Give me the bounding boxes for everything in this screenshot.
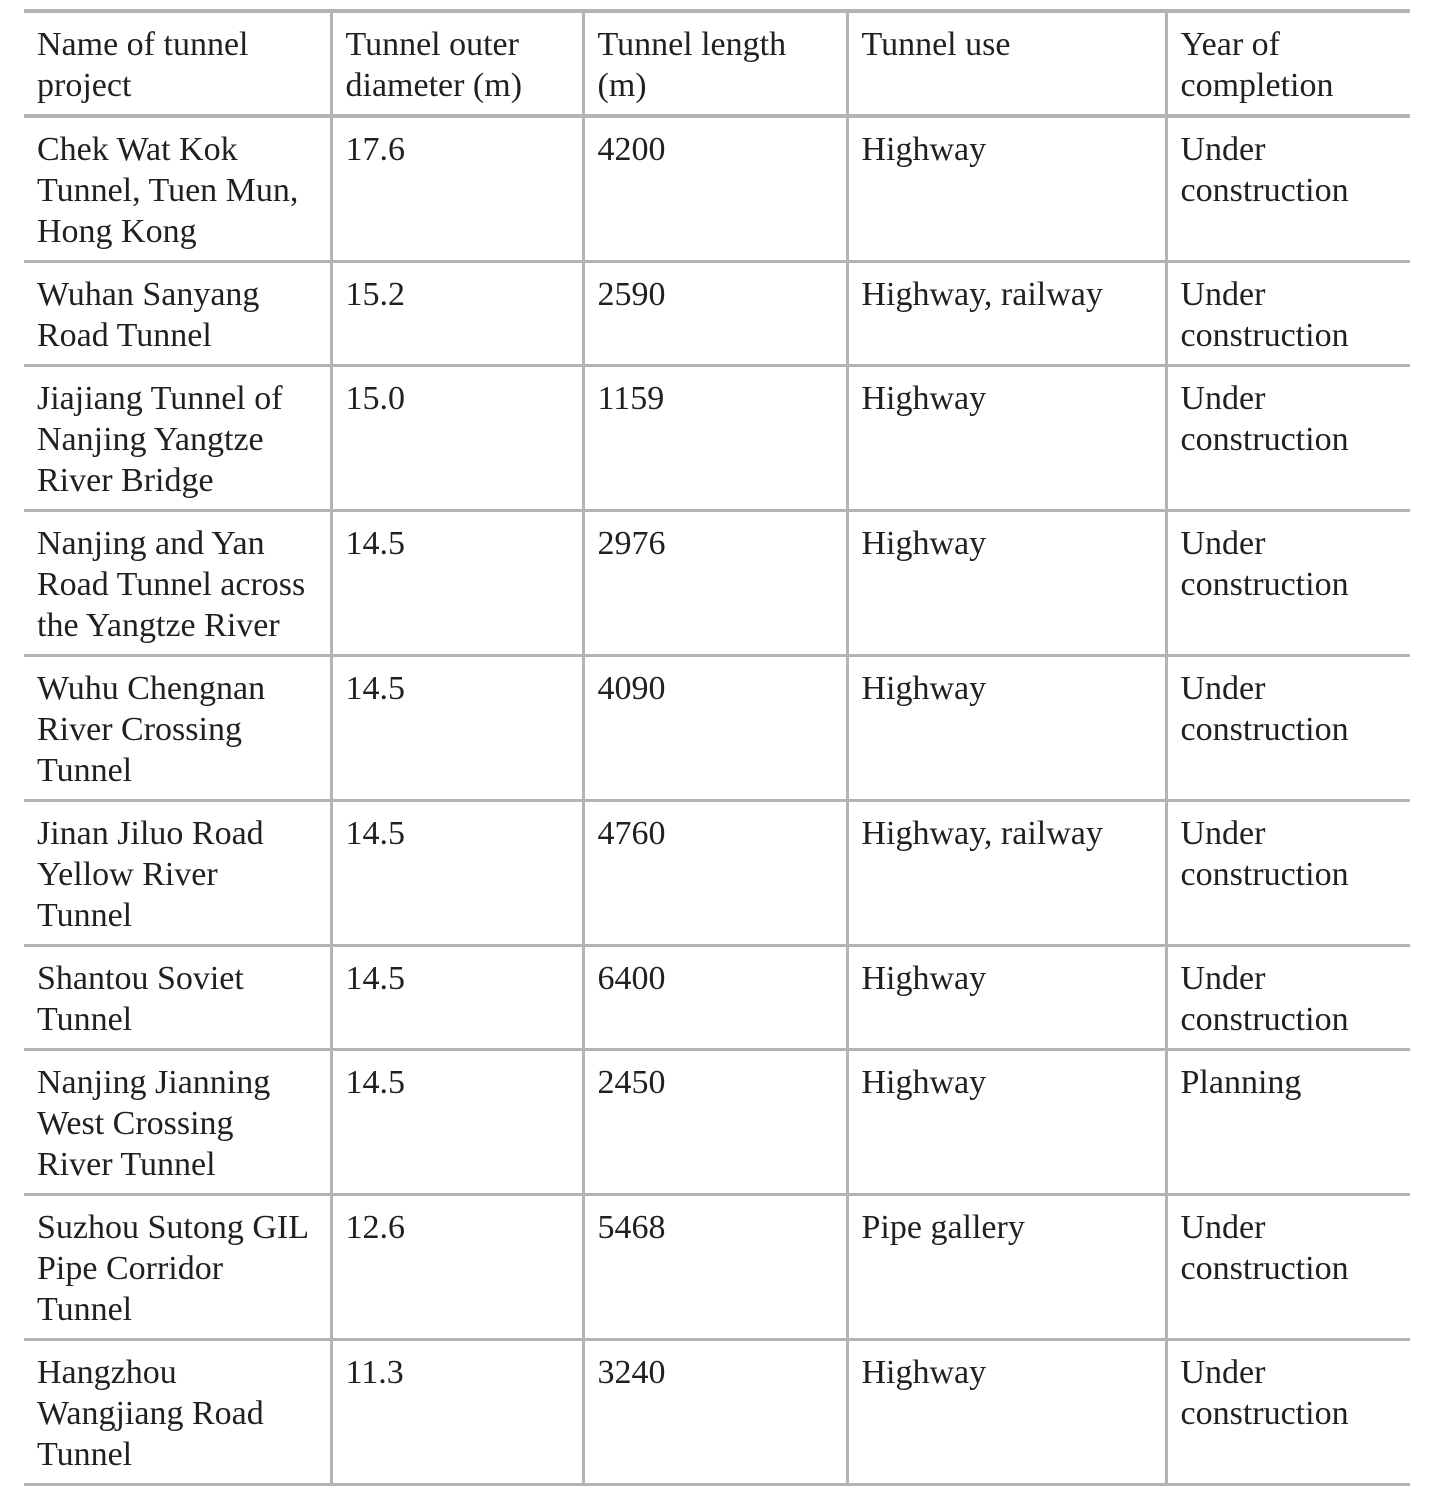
cell-year-of-completion: Under construction	[1166, 1195, 1410, 1340]
cell-tunnel-name: Hangzhou Wangjiang Road Tunnel	[24, 1340, 331, 1485]
cell-tunnel-length: 1159	[583, 366, 847, 511]
cell-tunnel-use: Highway, railway	[847, 801, 1166, 946]
cell-outer-diameter: 12.6	[331, 1195, 583, 1340]
cell-year-of-completion: Under construction	[1166, 366, 1410, 511]
cell-outer-diameter: 14.5	[331, 1050, 583, 1195]
cell-tunnel-name: Wuhu Chengnan River Crossing Tunnel	[24, 656, 331, 801]
table-row	[24, 656, 1410, 801]
cell-tunnel-length: 3240	[583, 1340, 847, 1485]
header-year-of-completion: Year of completion	[1166, 11, 1410, 116]
cell-year-of-completion: Under construction	[1166, 116, 1410, 262]
table-row	[24, 116, 1410, 262]
table-header	[24, 11, 1410, 116]
cell-tunnel-name: Chek Wat Kok Tunnel, Tuen Mun, Hong Kong	[24, 116, 331, 262]
cell-outer-diameter: 15.0	[331, 366, 583, 511]
table-row	[24, 1050, 1410, 1195]
cell-tunnel-length: 4090	[583, 656, 847, 801]
cell-year-of-completion: Under construction	[1166, 1340, 1410, 1485]
cell-tunnel-use: Highway	[847, 946, 1166, 1050]
header-tunnel-use: Tunnel use	[847, 11, 1166, 116]
cell-year-of-completion: Under construction	[1166, 511, 1410, 656]
cell-outer-diameter: 14.5	[331, 511, 583, 656]
cell-tunnel-use: Highway	[847, 116, 1166, 262]
cell-tunnel-length: 6400	[583, 946, 847, 1050]
cell-tunnel-name: Jiajiang Tunnel of Nanjing Yangtze River Bridge	[24, 366, 331, 511]
cell-tunnel-name: Jinan Jiluo Road Yellow River Tunnel	[24, 801, 331, 946]
cell-year-of-completion: Under construction	[1166, 801, 1410, 946]
cell-tunnel-use: Highway	[847, 366, 1166, 511]
cell-outer-diameter: 11.3	[331, 1340, 583, 1485]
table-row	[24, 1195, 1410, 1340]
cell-tunnel-length: 4200	[583, 116, 847, 262]
cell-tunnel-use: Highway	[847, 1050, 1166, 1195]
cell-tunnel-name: Suzhou Sutong GIL Pipe Corridor Tunnel	[24, 1195, 331, 1340]
table-row	[24, 262, 1410, 366]
cell-tunnel-name: Shantou Soviet Tunnel	[24, 946, 331, 1050]
cell-tunnel-use: Highway	[847, 1340, 1166, 1485]
tunnel-projects-table	[24, 9, 1410, 1486]
cell-outer-diameter: 14.5	[331, 656, 583, 801]
table-row	[24, 511, 1410, 656]
cell-tunnel-use: Pipe gallery	[847, 1195, 1166, 1340]
header-outer-diameter: Tunnel outer diameter (m)	[331, 11, 583, 116]
table-row	[24, 801, 1410, 946]
cell-year-of-completion: Under construction	[1166, 656, 1410, 801]
cell-tunnel-use: Highway	[847, 511, 1166, 656]
cell-tunnel-length: 5468	[583, 1195, 847, 1340]
cell-outer-diameter: 17.6	[331, 116, 583, 262]
cell-tunnel-name: Wuhan Sanyang Road Tunnel	[24, 262, 331, 366]
cell-outer-diameter: 15.2	[331, 262, 583, 366]
cell-tunnel-length: 2976	[583, 511, 847, 656]
header-tunnel-name: Name of tunnel project	[24, 11, 331, 116]
cell-outer-diameter: 14.5	[331, 801, 583, 946]
cell-tunnel-length: 2590	[583, 262, 847, 366]
header-row	[24, 11, 1410, 116]
table-row	[24, 366, 1410, 511]
cell-tunnel-use: Highway, railway	[847, 262, 1166, 366]
cell-tunnel-length: 2450	[583, 1050, 847, 1195]
cell-tunnel-use: Highway	[847, 656, 1166, 801]
table-row	[24, 946, 1410, 1050]
table-row	[24, 1340, 1410, 1485]
cell-outer-diameter: 14.5	[331, 946, 583, 1050]
header-tunnel-length: Tunnel length (m)	[583, 11, 847, 116]
cell-year-of-completion: Under construction	[1166, 946, 1410, 1050]
table-body	[24, 116, 1410, 1485]
cell-year-of-completion: Planning	[1166, 1050, 1410, 1195]
cell-tunnel-name: Nanjing Jianning West Crossing River Tunnel	[24, 1050, 331, 1195]
cell-year-of-completion: Under construction	[1166, 262, 1410, 366]
cell-tunnel-name: Nanjing and Yan Road Tunnel across the Yangtze River	[24, 511, 331, 656]
cell-tunnel-length: 4760	[583, 801, 847, 946]
